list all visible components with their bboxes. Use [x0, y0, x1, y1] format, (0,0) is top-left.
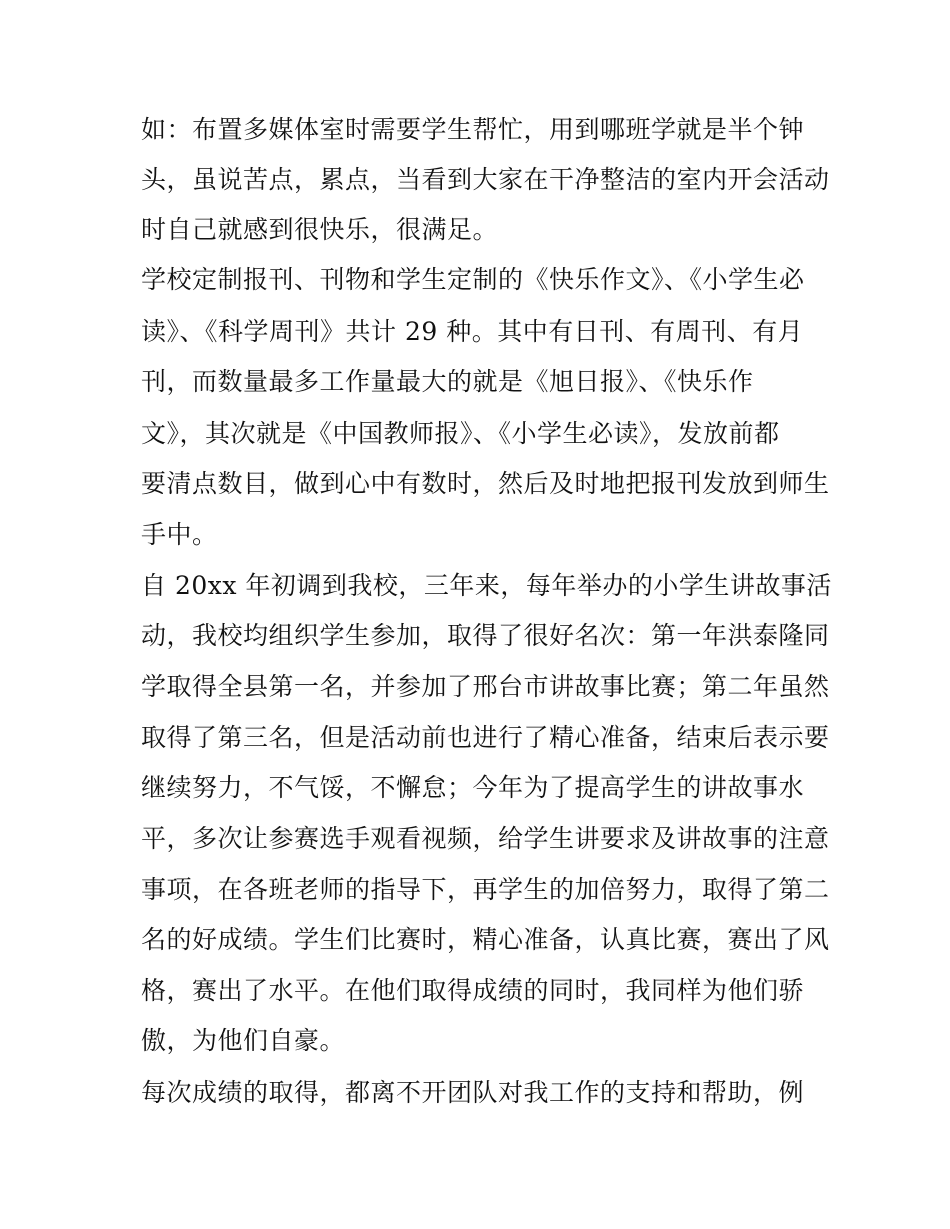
- text-line: 傲，为他们自豪。: [141, 1026, 346, 1055]
- text-line: 动，我校均组织学生参加，取得了很好名次：第一年洪泰隆同: [141, 621, 830, 650]
- text-line: 如：布置多媒体室时需要学生帮忙，用到哪班学就是半个钟: [141, 115, 805, 144]
- text-line: 每次成绩的取得，都离不开团队对我工作的支持和帮助，例: [141, 1078, 805, 1107]
- text-line: 自 20xx 年初调到我校，三年来，每年举办的小学生讲故事活: [141, 571, 832, 600]
- text-line: 学取得全县第一名，并参加了邢台市讲故事比赛；第二年虽然: [141, 672, 830, 701]
- text-line: 格，赛出了水平。在他们取得成绩的同时，我同样为他们骄: [141, 976, 805, 1005]
- text-line: 文》，其次就是《中国教师报》、《小学生必读》，发放前都: [141, 419, 780, 448]
- text-line: 手中。: [141, 520, 218, 549]
- text-line: 事项，在各班老师的指导下，再学生的加倍努力，取得了第二: [141, 875, 830, 904]
- text-line: 要清点数目，做到心中有数时，然后及时地把报刊发放到师生: [141, 469, 830, 498]
- text-line: 时自己就感到很快乐，很满足。: [141, 215, 499, 244]
- text-line: 取得了第三名，但是活动前也进行了精心准备，结束后表示要: [141, 723, 830, 752]
- text-line: 读》、《科学周刊》共计 29 种。其中有日刊、有周刊、有月: [141, 317, 804, 346]
- text-line: 继续努力，不气馁，不懈怠；今年为了提高学生的讲故事水: [141, 773, 805, 802]
- text-line: 平，多次让参赛选手观看视频，给学生讲要求及讲故事的注意: [141, 824, 830, 853]
- text-line: 学校定制报刊、刊物和学生定制的《快乐作文》、《小学生必: [141, 265, 805, 294]
- text-line: 名的好成绩。学生们比赛时，精心准备，认真比赛，赛出了风: [141, 925, 830, 954]
- text-line: 头，虽说苦点，累点，当看到大家在干净整洁的室内开会活动: [141, 165, 830, 194]
- text-line: 刊，而数量最多工作量最大的就是《旭日报》、《快乐作: [141, 367, 754, 396]
